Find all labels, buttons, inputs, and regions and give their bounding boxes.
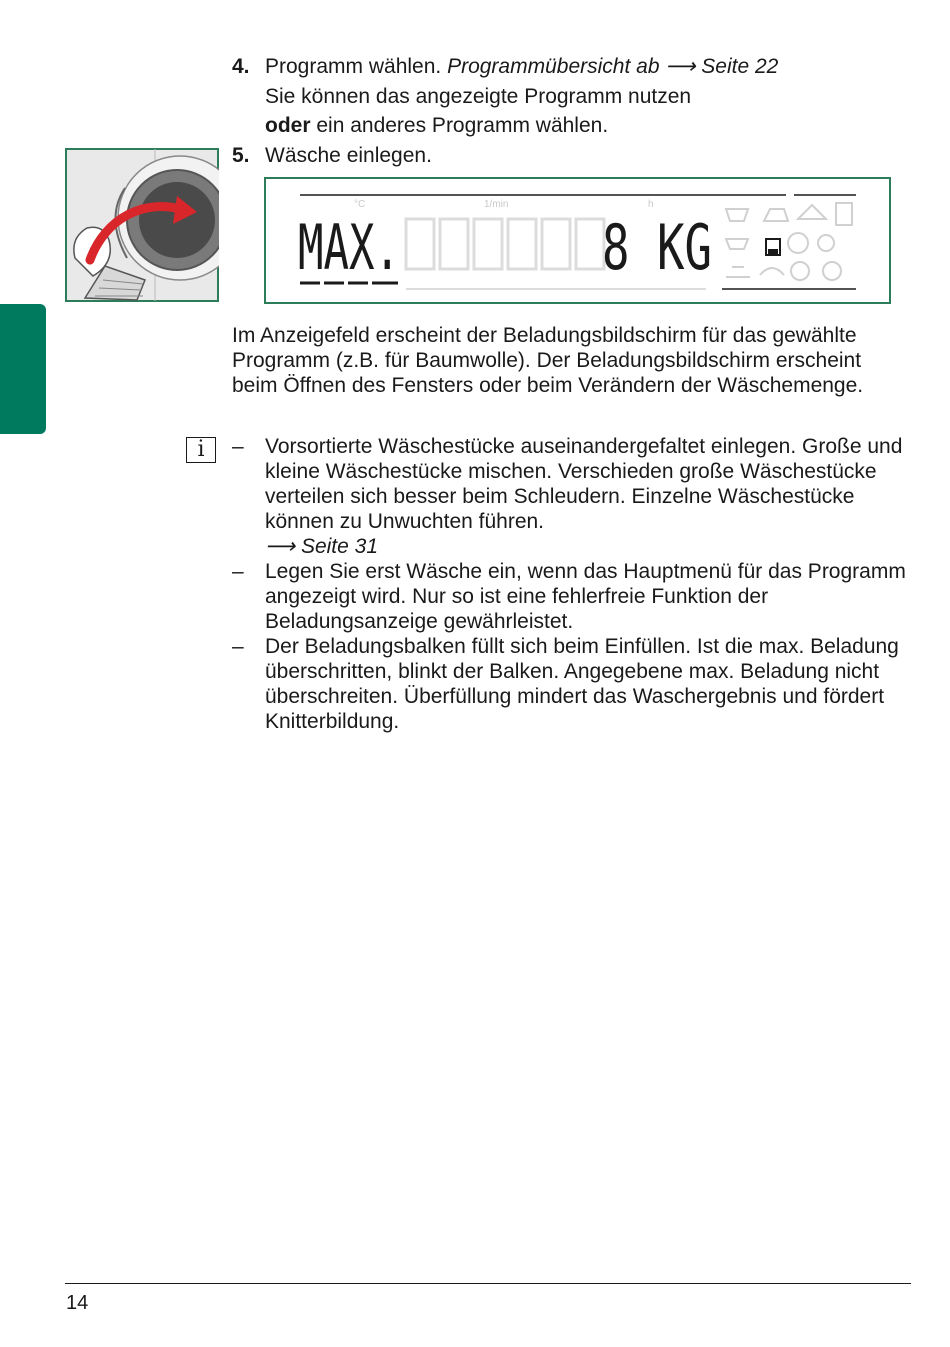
key-icon [818, 235, 834, 251]
display-max-text: MAX. [298, 211, 400, 284]
display-load-text: 8 KG [602, 211, 712, 284]
step-4 [232, 52, 912, 82]
notes-list [232, 434, 912, 734]
steps-list [232, 52, 912, 170]
page-number: 14 [66, 1292, 89, 1314]
step-text: Programm wählen. [265, 55, 448, 78]
unit-time-label: h [648, 199, 654, 210]
unit-spin-label: 1/min [484, 199, 509, 210]
list-item: – Vorsortierte Wäschestücke auseinandergefaltet einlegen. Große und kleine Wäschestücke mischen. Verschieden große Wäschestücke verteilen sich besser beim Schleudern. Einzelne Wäschestücke können zu Unwuchten führen. ⟶ Seite 31 [232, 435, 903, 558]
list-item: – Der Beladungsbalken füllt sich beim Einfüllen. Ist die max. Beladung überschritten, blinkt der Balken. Angegebene max. Beladung nicht überschreiten. Überfüllung mindert das Waschergebnis und fördert Knitterbildung. [232, 635, 899, 733]
bleach-icon [798, 205, 826, 219]
body-paragraph: Im Anzeigefeld erscheint der Beladungsbildschirm für das gewählte Programm (z.B. für Baumwolle). Der Beladungsbildschirm erscheint beim Öffnen des Fensters oder beim Verändern der Wäschemenge. [232, 324, 864, 397]
bubbles-icon [823, 262, 841, 280]
info-icon: i [186, 437, 216, 463]
list-item: – Legen Sie erst Wäsche ein, wenn das Hauptmenü für das Programm angezeigt wird. Nur so ist eine fehlerfreie Funktion der Beladungsanzeige gewährleistet. [232, 560, 906, 633]
wash-tub-icon [726, 209, 748, 221]
step-4-line-3: oder ein anderes Programm wählen. [265, 114, 609, 137]
step-number: 5. [232, 143, 250, 167]
unit-temperature-label: °C [354, 199, 366, 210]
mode-icon [760, 268, 784, 275]
step-4-line-2: Sie können das angezeigte Programm nutzen [265, 84, 692, 108]
page-reference-link[interactable]: Programmübersicht ab ⟶ Seite 22 [447, 55, 779, 78]
step-number: 4. [232, 55, 250, 78]
emphasis-oder: oder [265, 114, 311, 137]
page-reference-link[interactable]: ⟶ Seite 31 [265, 535, 378, 558]
step-5 [232, 141, 912, 171]
step-text: Wäsche einlegen. [265, 143, 432, 167]
spiral-icon [791, 262, 809, 280]
rinse-icon [726, 239, 748, 249]
prewash-icon [726, 267, 750, 277]
lcd-display [264, 177, 891, 304]
chapter-tab [0, 304, 46, 434]
footer-divider [65, 1283, 911, 1284]
drum-icon [788, 233, 808, 253]
digit-segment-icon [836, 203, 852, 225]
iron-icon [764, 209, 788, 221]
loading-laundry-illustration [65, 148, 219, 302]
